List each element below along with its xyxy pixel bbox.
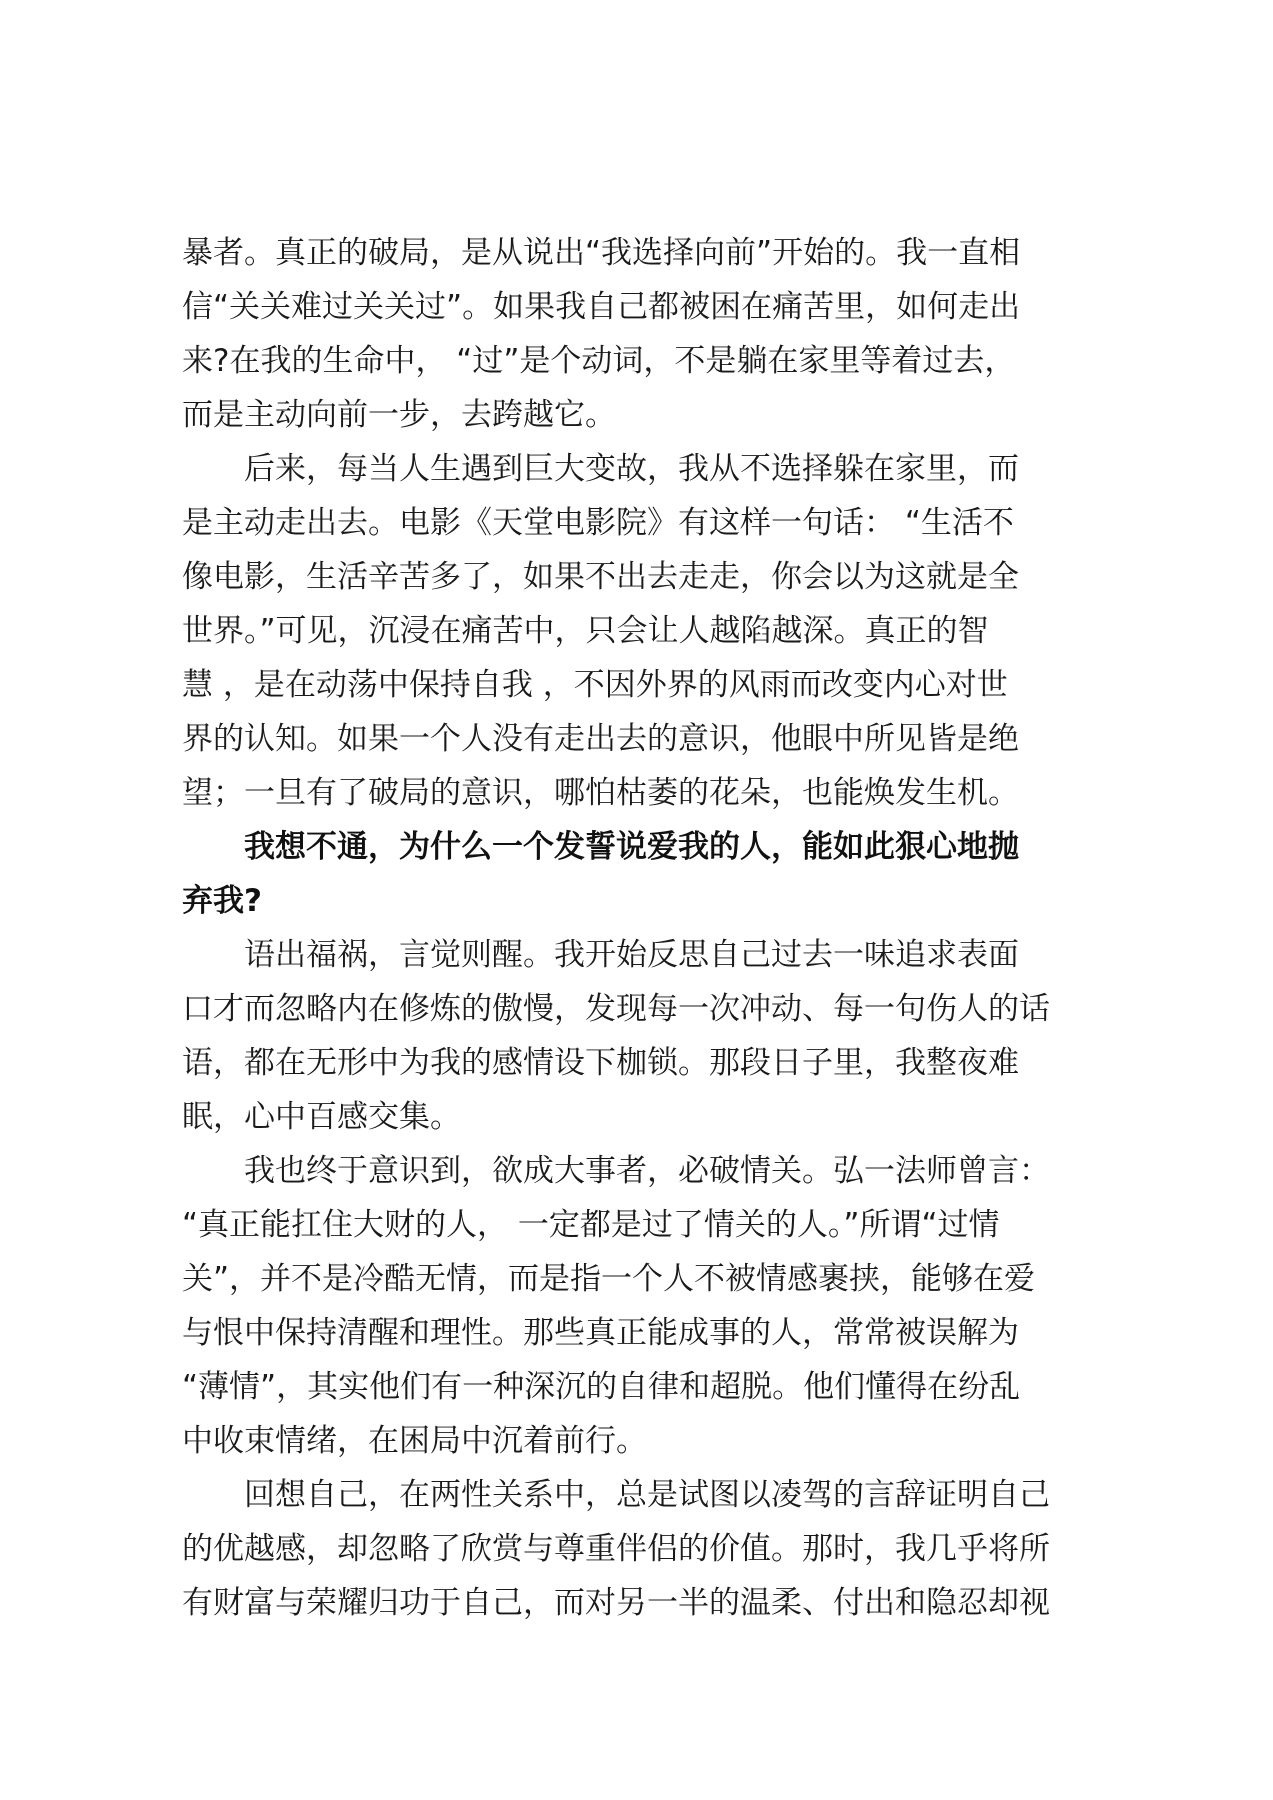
text-line: 与恨中保持清醒和理性。那些真正能成事的人，常常被误解为 bbox=[182, 1315, 1019, 1351]
bold-heading-line: 弃我? bbox=[182, 883, 262, 919]
text-line: 回想自己，在两性关系中，总是试图以凌驾的言辞证明自己 bbox=[182, 1477, 1050, 1513]
text-line: 而是主动向前一步，去跨越它。 bbox=[182, 397, 616, 433]
text-line: 慧 ，是在动荡中保持自我 ，不因外界的风雨而改变内心对世 bbox=[182, 667, 1008, 703]
text-line: 的优越感，却忽略了欣赏与尊重伴侣的价值。那时，我几乎将所 bbox=[182, 1531, 1050, 1567]
text-line: 世界。”可见，沉浸在痛苦中，只会让人越陷越深。真正的智 bbox=[182, 613, 989, 649]
text-line: 暴者。真正的破局，是从说出“我选择向前”开始的。我一直相 bbox=[182, 235, 1021, 271]
text-line: 关”，并不是冷酷无情，而是指一个人不被情感裹挟，能够在爱 bbox=[182, 1261, 1036, 1297]
text-line: 语，都在无形中为我的感情设下枷锁。那段日子里，我整夜难 bbox=[182, 1045, 1019, 1081]
bold-heading-line: 我想不通，为什么一个发誓说爱我的人，能如此狠心地抛 bbox=[182, 829, 1019, 865]
text-line: 后来，每当人生遇到巨大变故，我从不选择躲在家里，而 bbox=[182, 451, 1019, 487]
body-text bbox=[182, 226, 1092, 1630]
text-line: 是主动走出去。电影《天堂电影院》有这样一句话： “生活不 bbox=[182, 505, 1014, 541]
text-line: 界的认知。如果一个人没有走出去的意识，他眼中所见皆是绝 bbox=[182, 721, 1019, 757]
text-line: 眠，心中百感交集。 bbox=[182, 1099, 461, 1135]
text-line: 望；一旦有了破局的意识，哪怕枯萎的花朵，也能焕发生机。 bbox=[182, 775, 1019, 811]
text-line: 来?在我的生命中， “过”是个动词，不是躺在家里等着过去， bbox=[182, 343, 1016, 379]
text-line: 我也终于意识到，欲成大事者，必破情关。弘一法师曾言： bbox=[182, 1153, 1050, 1189]
text-line: 有财富与荣耀归功于自己，而对另一半的温柔、付出和隐忍却视 bbox=[182, 1585, 1050, 1621]
text-line: 像电影，生活辛苦多了，如果不出去走走，你会以为这就是全 bbox=[182, 559, 1019, 595]
text-line: 信“关关难过关关过”。如果我自己都被困在痛苦里，如何走出 bbox=[182, 289, 1021, 325]
text-line: “真正能扛住大财的人， 一定都是过了情关的人。”所谓“过情 bbox=[182, 1207, 1000, 1243]
text-line: “薄情”，其实他们有一种深沉的自律和超脱。他们懂得在纷乱 bbox=[182, 1369, 1021, 1405]
text-line: 中收束情绪，在困局中沉着前行。 bbox=[182, 1423, 647, 1459]
text-line: 口才而忽略内在修炼的傲慢，发现每一次冲动、每一句伤人的话 bbox=[182, 991, 1050, 1027]
text-line: 语出福祸，言觉则醒。我开始反思自己过去一味追求表面 bbox=[182, 937, 1019, 973]
